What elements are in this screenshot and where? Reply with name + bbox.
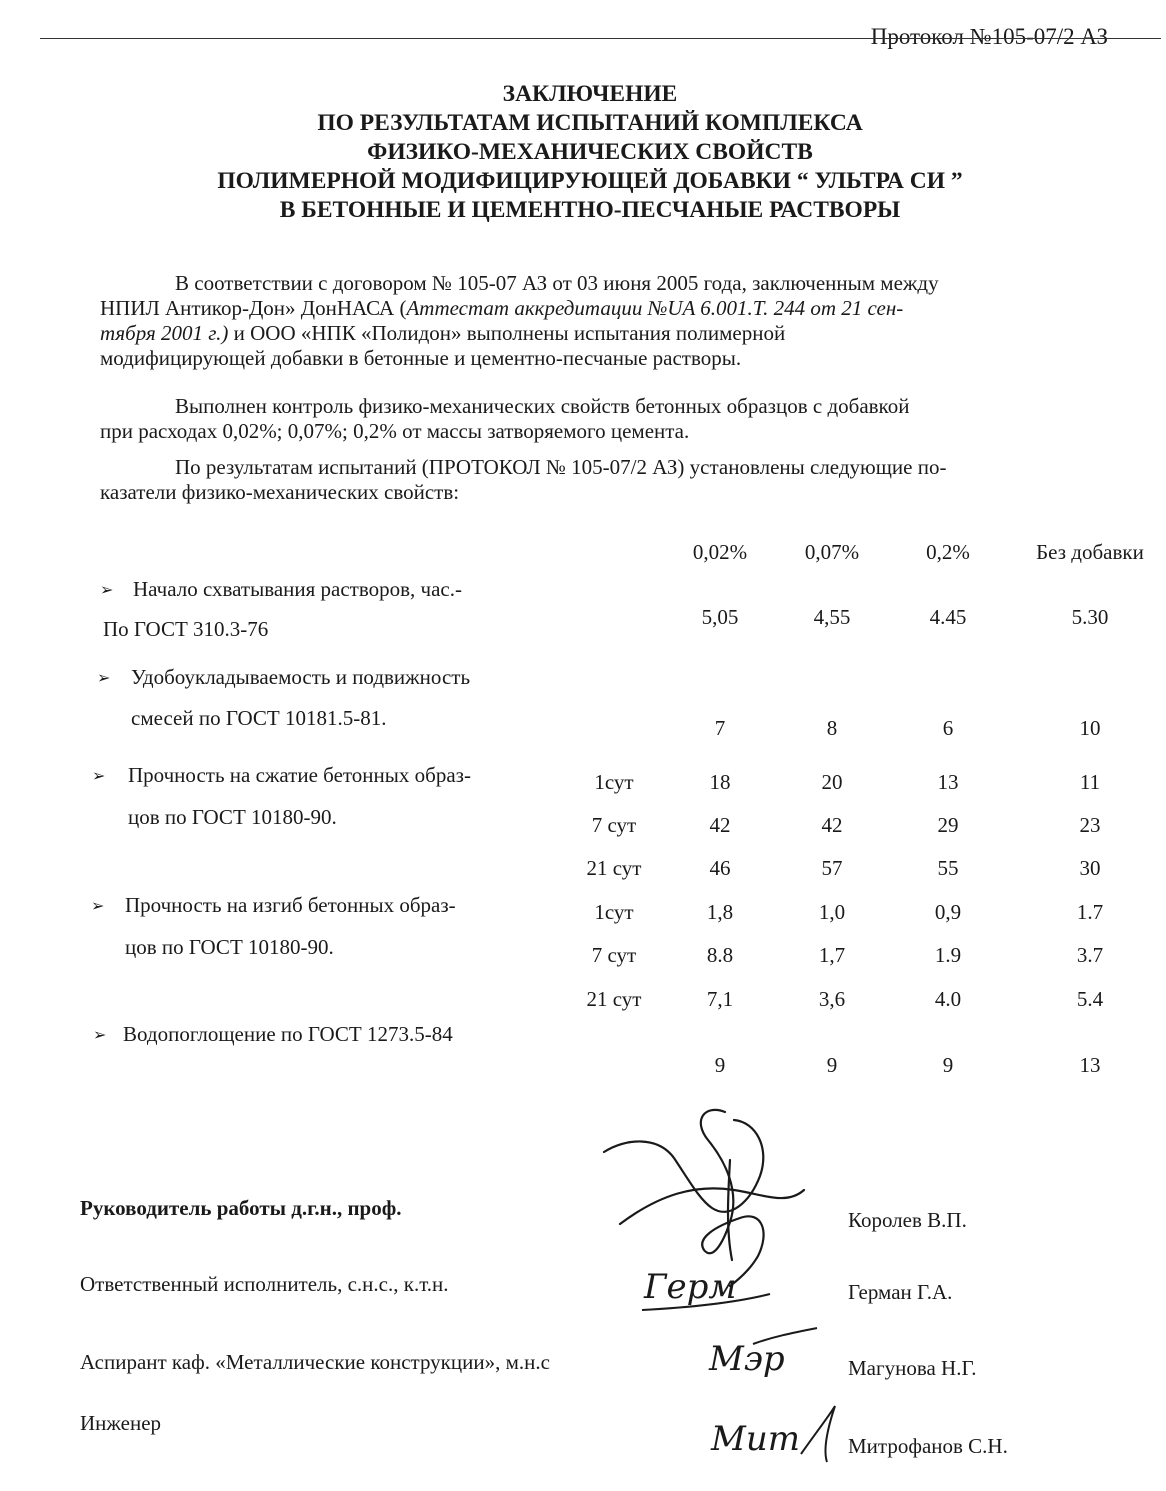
table-cell: 5.30 [1071,605,1109,629]
signatory-name: Магунова Н.Г. [848,1356,977,1380]
intro-line: казатели физико-механических свойств: [100,480,460,504]
table-cell: 30 [1079,856,1101,880]
signatory-role: Ответственный исполнитель, с.н.с., к.т.н. [80,1272,449,1296]
intro-paragraph-3 [100,455,1095,505]
bullet-icon: ➢ [91,898,105,915]
intro-line: модифицирующей добавки в бетонные и цементно-песчаные растворы. [100,346,742,370]
period-label: 7 сут [591,813,637,837]
table-cell: 7 [714,716,726,740]
document-title [160,80,1020,225]
column-header: Без добавки [1036,540,1144,564]
signatory-name: Королев В.П. [848,1208,967,1232]
row-label: Удобоукладываемость и подвижность [131,665,471,689]
table-cell: 13 [937,770,959,794]
protocol-number: Протокол №105-07/2 АЗ [870,24,1108,49]
table-cell: 9 [826,1053,838,1077]
table-cell: 7,1 [706,987,734,1011]
intro-line: Выполнен контроль физико-механических свойств бетонных образцов с добавкой [175,394,910,418]
signatory-name: Герман Г.А. [848,1280,953,1304]
table-cell: 1,7 [818,943,846,967]
row-label: цов по ГОСТ 10180-90. [125,935,334,959]
table-cell: 1,8 [706,900,734,924]
row-label: Начало схватывания растворов, час.- [133,577,462,601]
header-rule [40,38,1161,39]
table-cell: 23 [1079,813,1101,837]
column-header: 0,2% [926,540,970,564]
table-cell: 42 [709,813,731,837]
table-cell: 20 [821,770,843,794]
table-cell: 57 [821,856,843,880]
table-cell: 8.8 [706,943,734,967]
period-label: 1сут [594,900,634,924]
signature-text: Мит [711,1419,800,1459]
title-line: ЗАКЛЮЧЕНИЕ [502,81,678,107]
intro-paragraph-1 [100,271,1095,371]
table-cell: 9 [942,1053,954,1077]
table-cell: 3.7 [1076,943,1104,967]
table-cell: 0,9 [934,900,962,924]
period-label: 21 сут [586,987,642,1011]
table-cell: 8 [826,716,838,740]
intro-paragraph-2 [100,394,1095,444]
bullet-icon: ➢ [92,768,106,785]
table-cell: 6 [942,716,954,740]
table-cell: 13 [1079,1053,1101,1077]
table-cell: 3,6 [818,987,846,1011]
signatory-role: Руководитель работы д.г.н., проф. [80,1196,402,1220]
row-label: цов по ГОСТ 10180-90. [128,805,337,829]
table-cell: 4.0 [934,987,962,1011]
period-label: 7 сут [591,943,637,967]
signature-text: Герм [644,1267,737,1307]
row-label: Прочность на сжатие бетонных образ- [128,763,471,787]
intro-line: НПИЛ Антикор-Дон» ДонНАСА ( [100,296,407,320]
row-label: Прочность на изгиб бетонных образ- [125,893,456,917]
bullet-icon: ➢ [100,582,114,599]
column-header: 0,07% [804,540,860,564]
intro-line: По результатам испытаний (ПРОТОКОЛ № 105-07/2 АЗ) установлены следующие по- [175,455,947,479]
table-cell: 5.4 [1076,987,1104,1011]
signature-text: Мэр [709,1339,785,1379]
title-line: ФИЗИКО-МЕХАНИЧЕСКИХ СВОЙСТВ [367,139,813,165]
table-cell: 4,55 [813,605,851,629]
row-label: смесей по ГОСТ 10181.5-81. [131,706,387,730]
intro-line: В соответствии с договором № 105-07 АЗ от 03 июня 2005 года, заключенным между [175,271,939,295]
table-cell: 29 [937,813,959,837]
bullet-icon: ➢ [97,670,111,687]
table-cell: 46 [709,856,731,880]
title-line: В БЕТОННЫЕ И ЦЕМЕНТНО-ПЕСЧАНЫЕ РАСТВОРЫ [279,197,901,223]
table-cell: 18 [709,770,731,794]
accreditation-date: тября 2001 г.) [100,321,229,345]
signatory-name: Митрофанов С.Н. [848,1434,1008,1458]
period-label: 1сут [594,770,634,794]
row-label: Водопоглощение по ГОСТ 1273.5-84 [123,1022,453,1046]
signatory-role: Инженер [80,1411,162,1435]
table-cell: 55 [937,856,959,880]
table-cell: 11 [1079,770,1101,794]
intro-line: при расходах 0,02%; 0,07%; 0,2% от массы затворяемого цемента. [100,419,690,443]
signature-magunova [705,1322,825,1392]
signature-mitrofanov [705,1400,865,1472]
period-label: 21 сут [586,856,642,880]
table-cell: 10 [1079,716,1101,740]
row-label: По ГОСТ 310.3-76 [103,617,269,641]
title-line: ПО РЕЗУЛЬТАТАМ ИСПЫТАНИЙ КОМПЛЕКСА [317,110,863,136]
table-cell: 9 [714,1053,726,1077]
intro-line: и ООО «НПК «Полидон» выполнены испытания полимерной [228,321,786,345]
column-header: 0,02% [692,540,748,564]
table-cell: 1.7 [1076,900,1104,924]
signature-german [640,1258,790,1320]
title-line: ПОЛИМЕРНОЙ МОДИФИЦИРУЮЩЕЙ ДОБАВКИ “ УЛЬТРА СИ ” [217,168,963,194]
signatory-role: Аспирант каф. «Металлические конструкции», м.н.с [80,1350,550,1374]
table-cell: 5,05 [701,605,739,629]
table-cell: 42 [821,813,843,837]
accreditation-text: Аттестат аккредитации №UA 6.001.Т. 244 от 21 сен- [406,296,904,320]
table-cell: 1,0 [818,900,846,924]
table-cell: 4.45 [929,605,967,629]
table-cell: 1.9 [934,943,962,967]
bullet-icon: ➢ [93,1027,107,1044]
